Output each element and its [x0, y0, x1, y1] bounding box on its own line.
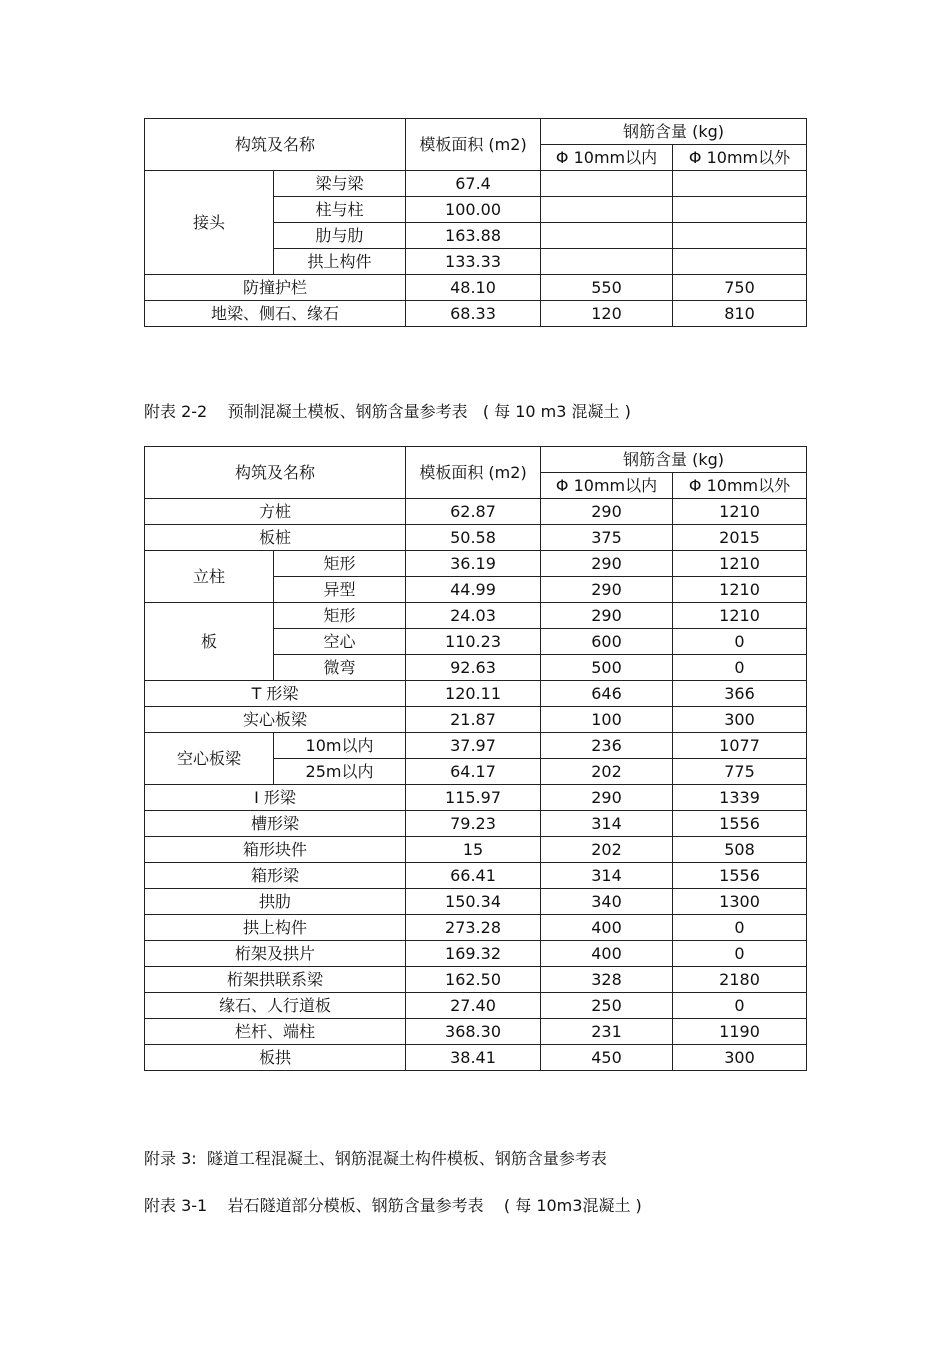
row-steel-in: 120: [541, 301, 673, 327]
row-steel-out: 0: [673, 993, 807, 1019]
table-row: [145, 707, 807, 733]
row-area: 48.10: [406, 275, 541, 301]
header-steel-in: Φ 10mm以内: [541, 145, 673, 171]
header-steel-out: Φ 10mm以外: [673, 145, 807, 171]
row-steel-out: 300: [673, 1045, 807, 1071]
row-area: 67.4: [406, 171, 541, 197]
row-area: 21.87: [406, 707, 541, 733]
group-label: 板: [145, 603, 274, 681]
row-area: 120.11: [406, 681, 541, 707]
table-row: [145, 301, 807, 327]
header-name: 构筑及名称: [145, 447, 406, 499]
row-steel-in: 100: [541, 707, 673, 733]
row-steel-in: 290: [541, 499, 673, 525]
row-area: 37.97: [406, 733, 541, 759]
row-name: 箱形块件: [145, 837, 406, 863]
row-steel-in: 340: [541, 889, 673, 915]
row-steel-out: 1210: [673, 603, 807, 629]
row-subname: 柱与柱: [274, 197, 406, 223]
header-steel-out: Φ 10mm以外: [673, 473, 807, 499]
row-steel-out: [673, 171, 807, 197]
table-row: [145, 967, 807, 993]
table-row: [145, 785, 807, 811]
row-area: 15: [406, 837, 541, 863]
row-subname: 空心: [274, 629, 406, 655]
table-row: [145, 681, 807, 707]
table-caption-3-1: 附表 3-1 岩石隧道部分模板、钢筋含量参考表 ( 每 10m3混凝土 ): [144, 1196, 642, 1215]
row-steel-out: 2015: [673, 525, 807, 551]
row-steel-out: 1210: [673, 577, 807, 603]
row-steel-in: 231: [541, 1019, 673, 1045]
row-name: 地梁、侧石、缘石: [145, 301, 406, 327]
row-area: 150.34: [406, 889, 541, 915]
row-name: I 形梁: [145, 785, 406, 811]
row-name: 方桩: [145, 499, 406, 525]
table-row: [145, 551, 807, 577]
row-steel-out: 508: [673, 837, 807, 863]
row-area: 133.33: [406, 249, 541, 275]
row-steel-out: [673, 249, 807, 275]
row-area: 92.63: [406, 655, 541, 681]
row-steel-in: 646: [541, 681, 673, 707]
row-steel-in: 202: [541, 837, 673, 863]
table-row: [145, 1019, 807, 1045]
row-steel-out: 366: [673, 681, 807, 707]
row-steel-out: 1556: [673, 863, 807, 889]
appendix-3-heading: 附录 3: 隧道工程混凝土、钢筋混凝土构件模板、钢筋含量参考表: [144, 1149, 607, 1168]
row-steel-in: 375: [541, 525, 673, 551]
row-steel-in: [541, 197, 673, 223]
table-row: [145, 941, 807, 967]
row-steel-out: [673, 197, 807, 223]
row-steel-in: 314: [541, 863, 673, 889]
row-steel-out: 0: [673, 629, 807, 655]
formwork-table-cast-in-place: [144, 118, 807, 327]
table-row: [145, 171, 807, 197]
row-steel-in: 202: [541, 759, 673, 785]
table-row: [145, 1045, 807, 1071]
row-area: 68.33: [406, 301, 541, 327]
row-steel-in: 328: [541, 967, 673, 993]
row-area: 169.32: [406, 941, 541, 967]
row-subname: 异型: [274, 577, 406, 603]
row-steel-out: 1190: [673, 1019, 807, 1045]
row-subname: 10m以内: [274, 733, 406, 759]
group-label: 接头: [145, 171, 274, 275]
row-area: 36.19: [406, 551, 541, 577]
table-row: [145, 525, 807, 551]
row-steel-in: 450: [541, 1045, 673, 1071]
header-steel: 钢筋含量 (kg): [541, 447, 807, 473]
table-row: [145, 811, 807, 837]
row-steel-out: 750: [673, 275, 807, 301]
row-area: 62.87: [406, 499, 541, 525]
row-name: 桁架拱联系梁: [145, 967, 406, 993]
row-steel-out: 1077: [673, 733, 807, 759]
row-steel-out: 300: [673, 707, 807, 733]
row-steel-out: 1556: [673, 811, 807, 837]
table-row: [145, 889, 807, 915]
header-area: 模板面积 (m2): [406, 119, 541, 171]
header-area: 模板面积 (m2): [406, 447, 541, 499]
row-steel-in: [541, 249, 673, 275]
row-steel-in: 400: [541, 915, 673, 941]
row-steel-out: 0: [673, 941, 807, 967]
row-steel-out: 0: [673, 655, 807, 681]
row-steel-out: 1210: [673, 551, 807, 577]
row-subname: 微弯: [274, 655, 406, 681]
row-name: 板拱: [145, 1045, 406, 1071]
row-area: 79.23: [406, 811, 541, 837]
row-area: 162.50: [406, 967, 541, 993]
row-area: 64.17: [406, 759, 541, 785]
row-name: 缘石、人行道板: [145, 993, 406, 1019]
row-steel-in: 290: [541, 603, 673, 629]
row-steel-in: 236: [541, 733, 673, 759]
row-steel-in: [541, 223, 673, 249]
row-steel-in: 600: [541, 629, 673, 655]
row-steel-in: 290: [541, 551, 673, 577]
row-area: 44.99: [406, 577, 541, 603]
row-name: 防撞护栏: [145, 275, 406, 301]
table-row: [145, 499, 807, 525]
row-steel-out: 810: [673, 301, 807, 327]
row-steel-in: 500: [541, 655, 673, 681]
row-steel-out: 1210: [673, 499, 807, 525]
row-area: 163.88: [406, 223, 541, 249]
row-steel-out: 0: [673, 915, 807, 941]
table-row: [145, 603, 807, 629]
row-steel-in: 314: [541, 811, 673, 837]
row-name: 实心板梁: [145, 707, 406, 733]
row-steel-in: 250: [541, 993, 673, 1019]
row-area: 115.97: [406, 785, 541, 811]
row-name: 板桩: [145, 525, 406, 551]
row-name: 槽形梁: [145, 811, 406, 837]
row-area: 38.41: [406, 1045, 541, 1071]
row-steel-in: 550: [541, 275, 673, 301]
row-steel-out: 1339: [673, 785, 807, 811]
row-area: 50.58: [406, 525, 541, 551]
row-name: T 形梁: [145, 681, 406, 707]
row-name: 栏杆、端柱: [145, 1019, 406, 1045]
table-row: [145, 837, 807, 863]
table-row: [145, 863, 807, 889]
row-name: 桁架及拱片: [145, 941, 406, 967]
row-name: 拱肋: [145, 889, 406, 915]
row-name: 拱上构件: [145, 915, 406, 941]
formwork-table-precast: [144, 446, 807, 1071]
row-area: 66.41: [406, 863, 541, 889]
table-row: [145, 993, 807, 1019]
row-steel-in: 290: [541, 577, 673, 603]
row-steel-out: 775: [673, 759, 807, 785]
row-steel-in: [541, 171, 673, 197]
table-row: [145, 733, 807, 759]
row-steel-out: 2180: [673, 967, 807, 993]
header-name: 构筑及名称: [145, 119, 406, 171]
row-area: 27.40: [406, 993, 541, 1019]
row-steel-out: 1300: [673, 889, 807, 915]
row-steel-in: 400: [541, 941, 673, 967]
row-subname: 肋与肋: [274, 223, 406, 249]
group-label: 空心板梁: [145, 733, 274, 785]
table-row: [145, 915, 807, 941]
row-subname: 拱上构件: [274, 249, 406, 275]
row-area: 100.00: [406, 197, 541, 223]
table-row: [145, 275, 807, 301]
row-subname: 25m以内: [274, 759, 406, 785]
row-steel-out: [673, 223, 807, 249]
row-steel-in: 290: [541, 785, 673, 811]
row-area: 110.23: [406, 629, 541, 655]
group-label: 立柱: [145, 551, 274, 603]
header-steel: 钢筋含量 (kg): [541, 119, 807, 145]
row-area: 24.03: [406, 603, 541, 629]
table-caption-2-2: 附表 2-2 预制混凝土模板、钢筋含量参考表 ( 每 10 m3 混凝土 ): [144, 402, 631, 421]
row-area: 368.30: [406, 1019, 541, 1045]
row-subname: 梁与梁: [274, 171, 406, 197]
header-steel-in: Φ 10mm以内: [541, 473, 673, 499]
row-name: 箱形梁: [145, 863, 406, 889]
row-subname: 矩形: [274, 603, 406, 629]
row-subname: 矩形: [274, 551, 406, 577]
row-area: 273.28: [406, 915, 541, 941]
